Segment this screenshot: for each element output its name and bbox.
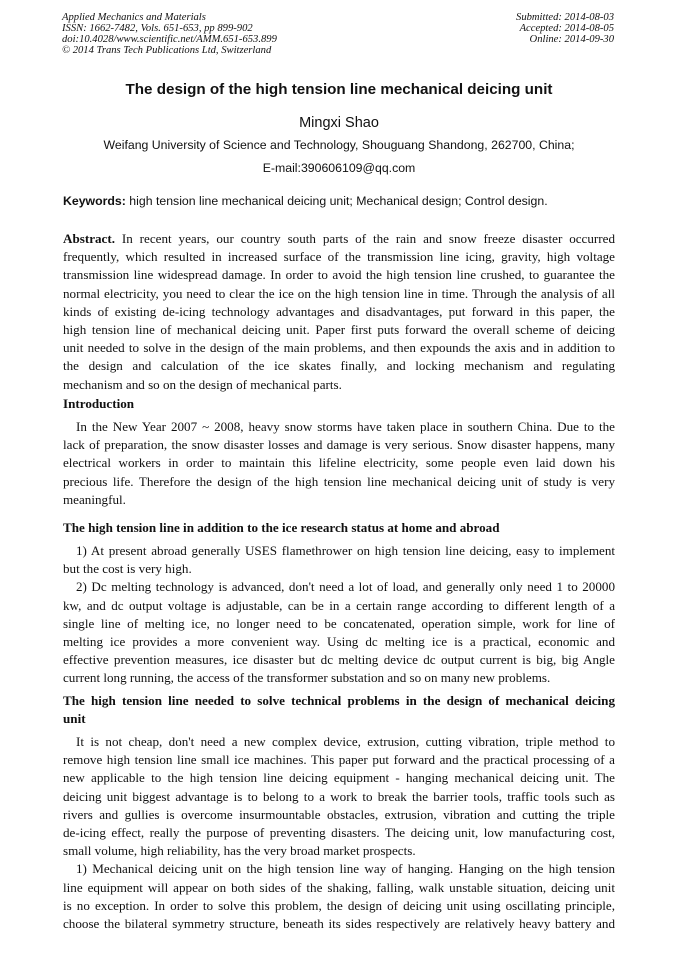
accepted-date: Accepted: 2014-08-05: [519, 22, 614, 34]
abstract-line: frequently, which resulted in increased surface of the transmission line icing, gravity, high voltage: [63, 249, 615, 265]
paragraph-line: is no exception. In order to solve this problem, the design of deicing unit using oscillating principle,: [63, 897, 615, 913]
abstract: [63, 230, 615, 394]
paragraph-line: remove high tension line small ice machines. This paper put forward and the practical processing of a: [63, 752, 615, 768]
paragraph-line: small volume, high reliability, has the very broad market prospects.: [63, 843, 416, 859]
paragraph-line: but the cost is very high.: [63, 561, 192, 577]
paragraph-line: It is not cheap, don't need a new complex device, extrusion, cutting vibration, triple method to: [76, 734, 615, 749]
paragraph-line: current long running, the access of the transformer substation and so on many new problems.: [63, 670, 551, 686]
paragraph-line: new applicable to the high tension line deicing equipment - hanging mechanical deicing unit. The: [63, 770, 615, 786]
journal-copyright: © 2014 Trans Tech Publications Ltd, Switzerland: [62, 44, 272, 56]
keywords-label: Keywords:: [63, 194, 126, 208]
paragraph-line: deicing unit biggest advantage is to belong to a work to break the barrier tools, traffic tools such as: [63, 788, 615, 804]
paragraph-line: rivers and gullies is overcome insurmountable obstacles, extrusion, vibration and cutting the triple: [63, 806, 615, 822]
paragraph-line: In the New Year 2007 ~ 2008, heavy snow storms have taken place in southern China. Due to the: [76, 419, 615, 434]
abstract-line: mechanism and so on the design of mechanical parts.: [63, 376, 342, 392]
keywords-text: high tension line mechanical deicing unit; Mechanical design; Control design.: [125, 194, 548, 208]
abstract-line: high tension line of mechanical deicing unit. Paper first puts forward the overall scheme of deicing: [63, 321, 615, 337]
journal-name: Applied Mechanics and Materials: [62, 12, 206, 23]
abstract-label: Abstract.: [63, 231, 115, 246]
abstract-line: kinds of existing de-icing technology advantages and disadvantages, put forward in this paper, the: [63, 303, 615, 319]
section-heading-introduction: Introduction: [63, 396, 135, 411]
journal-doi: doi:10.4028/www.scientific.net/AMM.651-653.899: [62, 33, 277, 45]
paragraph-line: lack of preparation, the snow disaster losses and damage is very serious. Snow disaster happens, many: [63, 437, 615, 453]
journal-info: [62, 13, 277, 57]
section-research-status-body: [63, 542, 615, 688]
paragraph-line: de-icing effect, really the purpose of preventing disasters. The deicing unit, low manufacturing cost,: [63, 824, 615, 840]
paragraph-line: effective prevention measures, ice disaster but dc melting device dc output current is big, big Angle: [63, 652, 615, 668]
author-name: Mingxi Shao: [299, 115, 379, 131]
abstract-line: Abstract. In recent years, our country south parts of the rain and snow freeze disaster occurred: [63, 231, 615, 246]
abstract-line: the design and calculation of the ice skates finally, and locking mechanism and regulating: [63, 358, 615, 374]
paragraph-line: kw, and dc output voltage is adjustable, can be in a certain range according to different length of a: [63, 597, 615, 613]
online-date: Online: 2014-09-30: [529, 33, 614, 45]
paragraph-line: 1) At present abroad generally USES flamethrower on high tension line deicing, easy to implement: [76, 543, 615, 558]
paper-title: The design of the high tension line mechanical deicing unit: [125, 81, 553, 98]
abstract-line: normal electricity, you need to clear the ice on the high tension line in time. Through the analysis of all: [63, 285, 615, 301]
paragraph-line: 2) Dc melting technology is advanced, don't need a lot of load, and generally only need 1 to 20000: [76, 579, 615, 595]
author-email: E-mail:390606109@qq.com: [262, 161, 416, 175]
paragraph-line: single line of melting ice, no longer need to be concatenated, operation simple, work for line of: [63, 615, 615, 631]
journal-issn: ISSN: 1662-7482, Vols. 651-653, pp 899-902: [62, 22, 253, 34]
section-heading-technical-problems: The high tension line needed to solve technical problems in the design of mechanical deicing unit: [63, 693, 615, 727]
paragraph-line: melting ice provides a more convenient way. Using dc melting ice is a practical, economic and: [63, 633, 615, 649]
publication-dates: [516, 13, 614, 46]
paragraph-line: line equipment will appear on both sides of the shaking, falling, walk unstable situation, deicing unit: [63, 879, 615, 895]
paragraph-line: 1) Mechanical deicing unit on the high tension line way of hanging. Hanging on the high tension: [76, 861, 615, 877]
paragraph-line: precious life. Therefore the design of the high tension line mechanical deicing unit of study is very: [63, 473, 615, 489]
submitted-date: Submitted: 2014-08-03: [516, 12, 614, 23]
section-heading-research-status: The high tension line in addition to the ice research status at home and abroad: [63, 520, 500, 535]
paragraph-line: electrical workers in order to maintain this lifeline electricity, some people even laid down his: [63, 455, 615, 471]
abstract-line: transmission line widespread damage. In order to avoid the high tension line crushed, to guarantee the: [63, 267, 615, 283]
keywords: [63, 194, 548, 208]
paragraph-line: choose the bilateral symmetry structure, beneath its sides respectively are relatively heavy battery and: [63, 915, 615, 931]
section-introduction-body: [63, 418, 615, 509]
section-technical-problems-body: [63, 733, 615, 933]
paragraph-line: meaningful.: [63, 491, 126, 507]
author-affiliation: Weifang University of Science and Technology, Shouguang Shandong, 262700, China;: [103, 138, 575, 152]
abstract-line: unit needed to solve in the design of the main problems, and then expounds the axis and in addition to: [63, 340, 615, 356]
